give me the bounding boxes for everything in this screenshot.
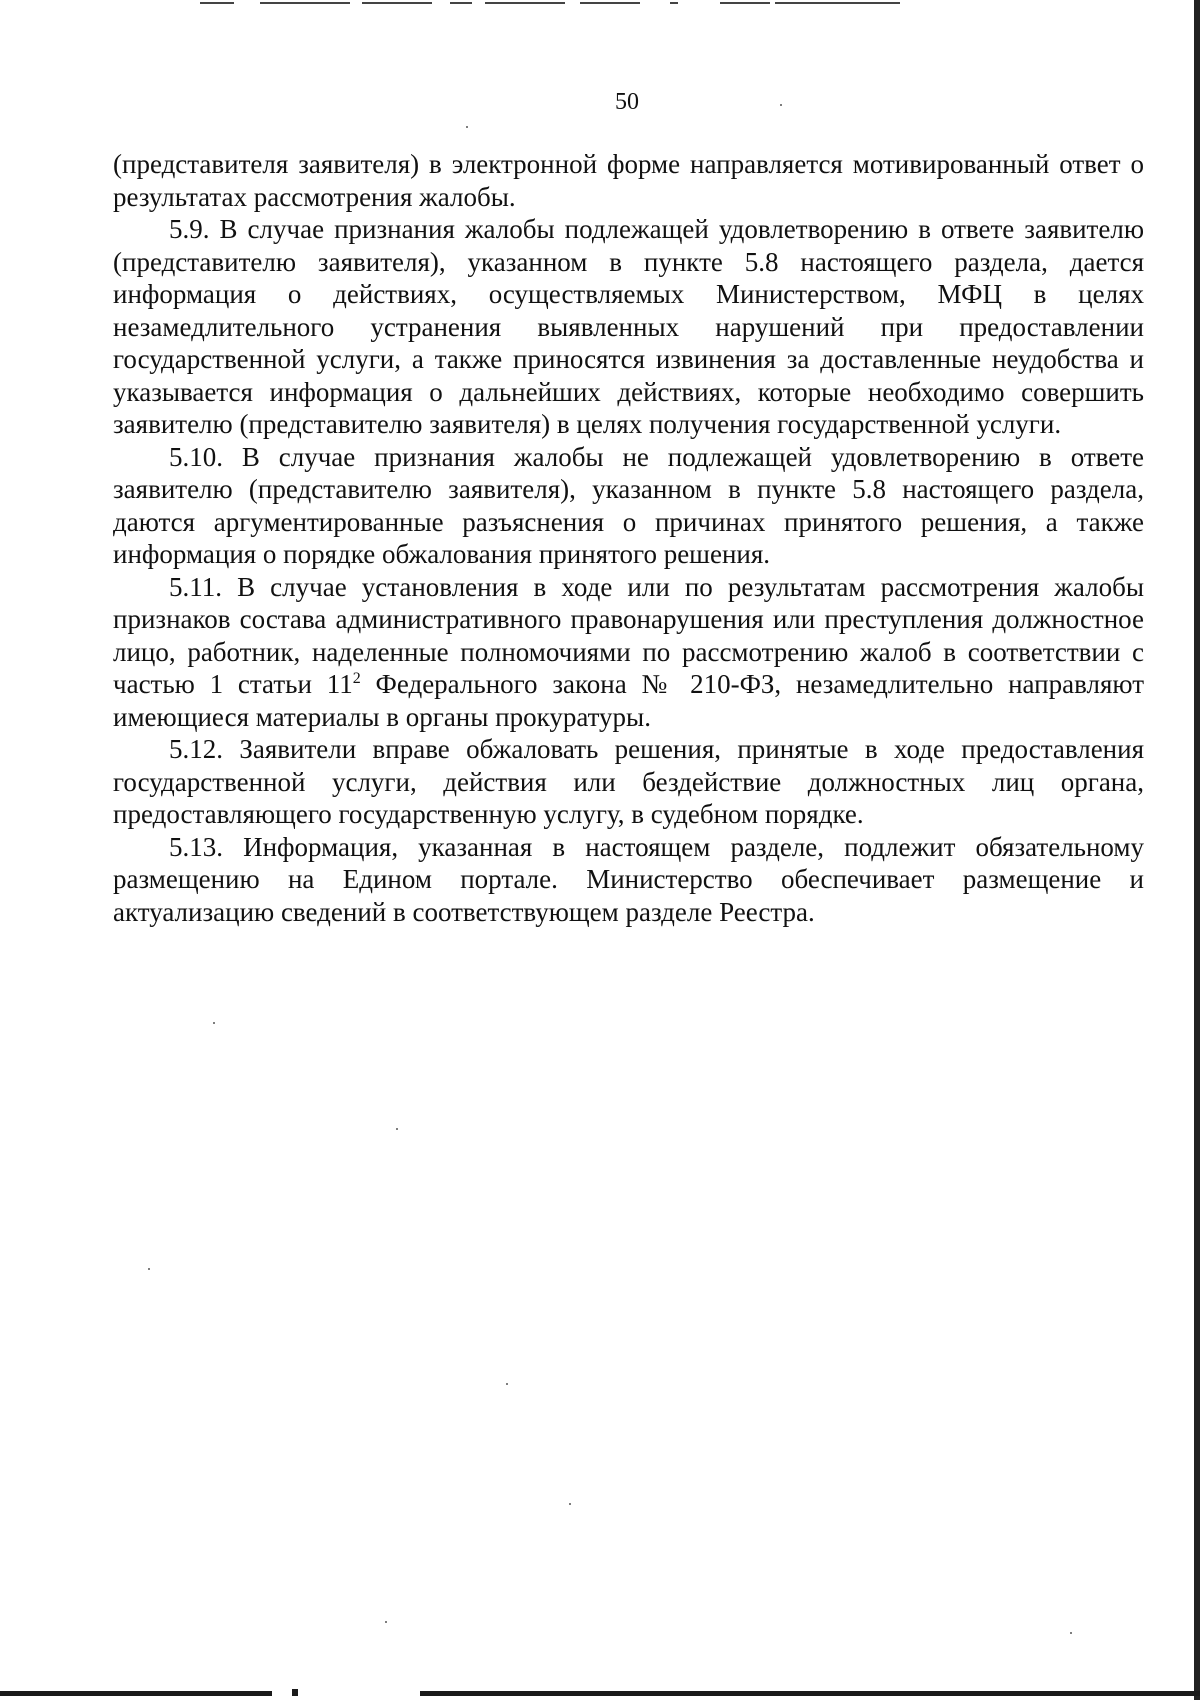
scan-speck [506, 1383, 508, 1385]
scan-speck [213, 1022, 215, 1024]
scan-speck [1070, 1632, 1072, 1634]
scan-speck [569, 1503, 571, 1505]
paragraph-continuation: (представителя заявителя) в электронной форме направляется мотивированный ответ о результатах рассмотрения жалобы. [113, 149, 1144, 212]
paragraph-5-12: 5.12. Заявители вправе обжаловать решения, принятые в ходе предоставления государственной услуги, действия или бездействие должностных лиц органа, предоставляющего государственную услугу, в судебном порядке. [113, 734, 1144, 829]
scan-speck [148, 1268, 150, 1270]
paragraph-5-11 [113, 571, 1144, 734]
page-number: 50 [615, 89, 639, 115]
document-body [113, 148, 1144, 928]
scan-edge-right [1194, 0, 1200, 1700]
scan-speck [466, 126, 468, 128]
paragraph-5-11-text-after: Федерального закона № 210-ФЗ, незамедлительно направляют имеющиеся материалы в органы прокуратуры. [113, 669, 1144, 732]
scan-speck [385, 1621, 387, 1623]
paragraph-5-13: 5.13. Информация, указанная в настоящем разделе, подлежит обязательному размещению на Едином портале. Министерство обеспечивает размещение и актуализацию сведений в соответствующем разделе Реестра. [113, 831, 1144, 927]
paragraph-5-9: 5.9. В случае признания жалобы подлежащей удовлетворению в ответе заявителю (представителю заявителя), указанном в пункте 5.8 настоящего раздела, дается информация о действиях, осуществляемых Министерством, МФЦ в целях незамедлительного устранения выявленных нарушений при предоставлении государственной услуги, а также приносятся извинения за доставленные неудобства и указывается информация о дальнейших действиях, которые необходимо совершить заявителю (представителю заявителя) в целях получения государственной услуги. [113, 214, 1144, 439]
scan-speck [396, 1128, 398, 1130]
paragraph-5-11-text-before: 5.11. В случае установления в ходе или по результатам рассмотрения жалобы признаков состава административного правонарушения или преступления должностное лицо, работник, наделенные полномочиями по рассмотрению жалоб в соответствии с частью 1 статьи 11 [113, 571, 1144, 699]
paragraph-5-11-superscript: 2 [352, 670, 361, 687]
scan-edge-top [200, 0, 900, 6]
paragraph-5-10: 5.10. В случае признания жалобы не подлежащей удовлетворению в ответе заявителю (представителю заявителя), указанном в пункте 5.8 настоящего раздела, даются аргументированные разъяснения о причинах принятого решения, а также информация о порядке обжалования принятого решения. [113, 441, 1144, 569]
scan-edge-bottom [0, 1686, 1200, 1700]
